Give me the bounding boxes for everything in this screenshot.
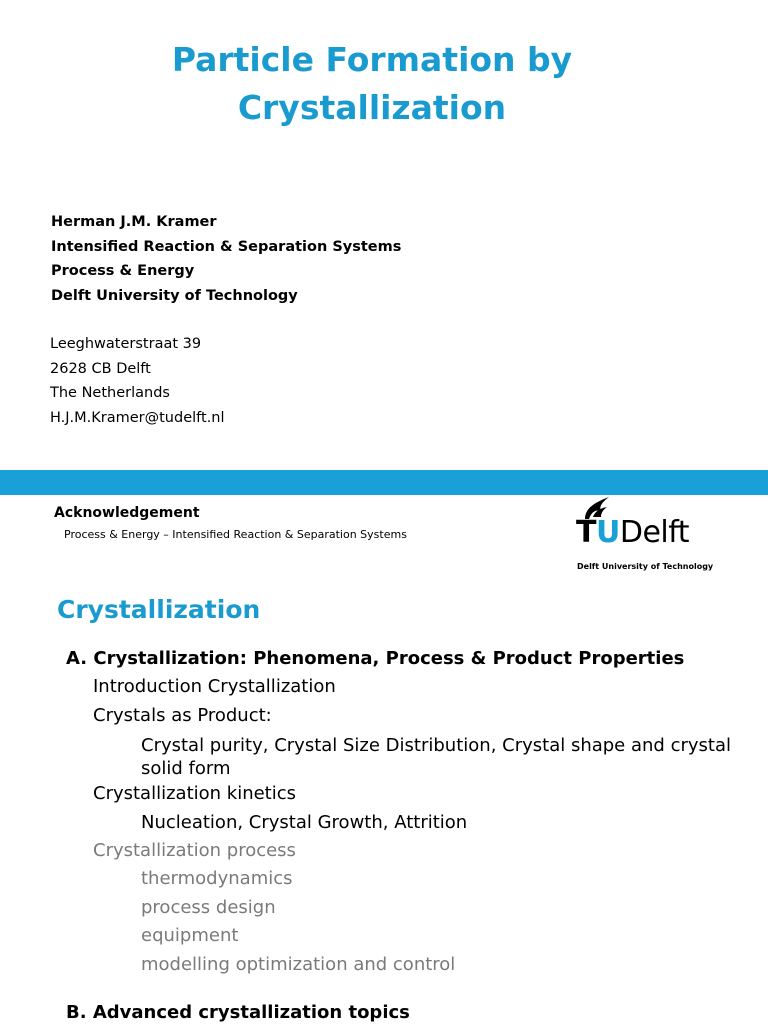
outline-subitem-product-detail: Crystal purity, Crystal Size Distribution, Crystal shape and crystal solid form xyxy=(141,735,731,780)
logo-u: U xyxy=(595,515,620,550)
section-title: Crystallization xyxy=(57,595,261,624)
acknowledgement-title: Acknowledgement xyxy=(54,505,200,521)
author-block xyxy=(51,210,401,308)
page-title xyxy=(0,36,744,132)
title-line-2: Crystallization xyxy=(237,88,507,127)
logo-delft: Delft xyxy=(619,515,690,550)
address-street: Leeghwaterstraat 39 xyxy=(50,336,202,352)
outline-heading-a: A. Crystallization: Phenomena, Process & Product Properties xyxy=(66,648,685,669)
author-department: Process & Energy xyxy=(51,263,195,279)
outline-subitem-equipment: equipment xyxy=(141,925,239,947)
outline-subitem-modelling: modelling optimization and control xyxy=(141,953,456,975)
blue-divider-band xyxy=(0,470,768,495)
address-email[interactable]: H.J.M.Kramer@tudelft.nl xyxy=(50,410,225,427)
outline-subitem-thermodynamics: thermodynamics xyxy=(141,868,293,890)
author-group: Intensified Reaction & Separation Systems xyxy=(51,238,402,255)
tu-delft-logo xyxy=(575,495,725,580)
outline-subitem-kinetics-detail: Nucleation, Crystal Growth, Attrition xyxy=(141,811,468,833)
logo-t: T xyxy=(576,515,596,550)
author-university: Delft University of Technology xyxy=(51,287,298,304)
logo-wordmark xyxy=(576,513,689,553)
address-block xyxy=(50,332,225,431)
outline-heading-b: B. Advanced crystallization topics xyxy=(66,1002,410,1024)
outline-subitem-process-design: process design xyxy=(141,896,276,918)
address-city: 2628 CB Delft xyxy=(50,360,151,377)
acknowledgement-block xyxy=(54,503,407,543)
author-name: Herman J.M. Kramer xyxy=(51,214,217,230)
outline-item-intro: Introduction Crystallization xyxy=(93,676,336,698)
outline-item-process: Crystallization process xyxy=(93,840,296,862)
outline-item-product: Crystals as Product: xyxy=(93,704,272,726)
course-outline xyxy=(66,645,756,1027)
acknowledgement-text: Process & Energy – Intensified Reaction & Separation Systems xyxy=(64,528,407,541)
outline-item-kinetics: Crystallization kinetics xyxy=(93,783,297,805)
address-country: The Netherlands xyxy=(50,385,170,402)
title-line-1: Particle Formation by xyxy=(171,40,573,79)
logo-caption: Delft University of Technology xyxy=(577,562,714,571)
